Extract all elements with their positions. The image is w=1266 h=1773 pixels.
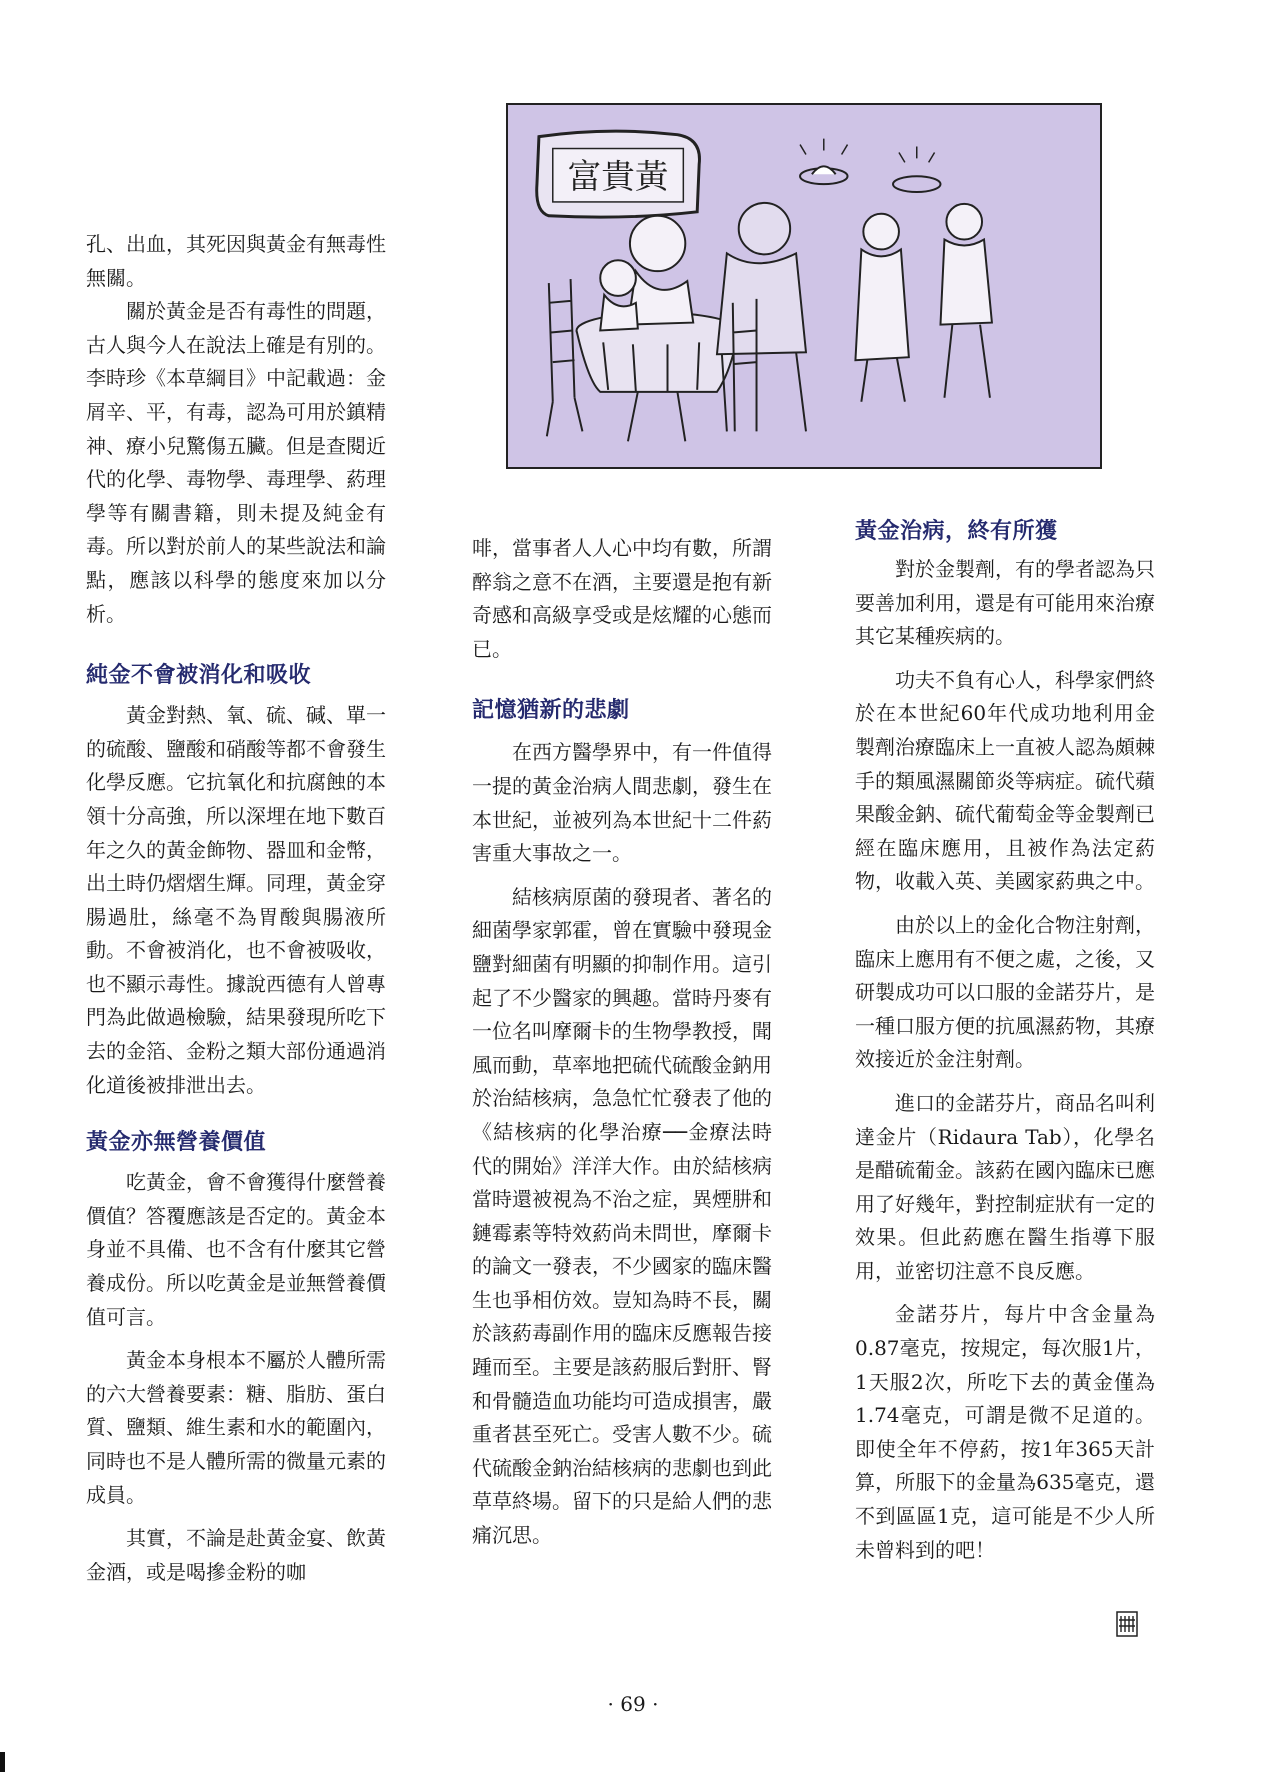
- diner-man: [717, 203, 806, 431]
- paragraph: 由於以上的金化合物注射劑，臨床上應用有不便之處，之後，又研製成功可以口服的金諾芬片，是一種口服方便的抗風濕葯物，其療效接近於金注射劑。: [855, 912, 1155, 1072]
- cartoon-illustration: [506, 103, 1102, 469]
- column-2: [472, 532, 772, 1553]
- waitress: [800, 166, 909, 401]
- sign-text: 富貴黃: [567, 157, 669, 197]
- paragraph: 結核病原菌的發現者、著名的細菌學家郭霍，曾在實驗中發現金鹽對細菌有明顯的抑制作用。這引起了不少醫家的興趣。當時丹麥有一位名叫摩爾卡的生物學教授，聞風而動，草率地把硫代硫酸金鈉用於治結核病，急急忙忙發表了他的《結核病的化學治療──金療法時代的開始》洋洋大作。由於結核病當時還被視為不治之症，異煙肼和鏈霉素等特效葯尚未問世，摩爾卡的論文一發表，不少國家的臨床醫生也爭相仿效。豈知為時不長，關於該葯毒副作用的臨床反應報告接踵而至。主要是該葯服后對肝、腎和骨髓造血功能均可造成損害，嚴重者甚至死亡。受害人數不少。硫代硫酸金鈉治結核病的悲劇也到此草草終場。留下的只是給人們的悲痛沉思。: [472, 884, 772, 1548]
- paragraph: 吃黃金，會不會獲得什麼營養價值？答覆應該是否定的。黃金本身並不具備、也不含有什麼其它營養成份。所以吃黃金是並無營養價值可言。: [86, 1170, 386, 1329]
- paragraph: 關於黃金是否有毒性的問題，古人與今人在說法上確是有別的。李時珍《本草綱目》中記載過：金屑辛、平，有毒，認為可用於鎮精神、療小兒驚傷五臟。但是查閱近代的化學、毒物學、毒理學、葯理學等有關書籍，則未提及純金有毒。所以對於前人的某些說法和論點，應該以科學的態度來加以分析。: [86, 299, 386, 626]
- diner-woman: [628, 216, 693, 325]
- section-heading: 記憶猶新的悲劇: [472, 698, 630, 724]
- paragraph: 啡，當事者人人心中均有數，所謂醉翁之意不在酒，主要還是抱有新奇感和高級享受或是炫耀的心態而已。: [472, 536, 772, 661]
- paragraph: 金諾芬片，每片中含金量為0.87毫克，按規定，每次服1片，1天服2次，所吃下去的黃金僅為1.74毫克，可謂是微不足道的。即使全年不停葯，按1年365天計算，所服下的金量為635毫克，還不到區區1克，這可能是不少人所未曾料到的吧！: [855, 1302, 1155, 1562]
- margin-mark: [0, 1752, 5, 1772]
- sparkle-icon: [800, 139, 935, 163]
- section-heading: 黃金亦無營養價值: [86, 1130, 267, 1156]
- page-number: · 69 ·: [607, 1692, 659, 1716]
- paragraph: 對於金製劑，有的學者認為只要善加利用，還是有可能用來治療其它某種疾病的。: [855, 557, 1155, 649]
- paragraph: 黃金對熱、氧、硫、碱、單一的硫酸、鹽酸和硝酸等都不會發生化學反應。它抗氧化和抗腐蝕的本領十分高強，所以深埋在地下數百年之久的黃金飾物、器皿和金幣，出土時仍熠熠生輝。同理，黃金穿腸過肚，絲毫不為胃酸與腸液所動。不會被消化，也不會被吸收，也不顯示毒性。據說西德有人曾專門為此做過檢驗，結果發現所吃下去的金箔、金粉之類大部份通過消化道後被排泄出去。: [86, 703, 386, 1097]
- end-mark-icon: [1116, 1611, 1138, 1637]
- paragraph: 其實，不論是赴黃金宴、飲黃金酒，或是喝摻金粉的咖: [86, 1526, 386, 1584]
- column-1: [86, 228, 386, 1589]
- waiter: [893, 176, 992, 398]
- paragraph: 進口的金諾芬片，商品名叫利達金片（Ridaura Tab），化學名是醋硫葡金。該葯在國內臨床已應用了好幾年，對控制症狀有一定的效果。但此葯應在醫生指導下服用，並密切注意不良反應。: [855, 1090, 1155, 1283]
- paragraph: 黃金本身根本不屬於人體所需的六大營養要素：糖、脂肪、蛋白質、鹽類、維生素和水的範圍內，同時也不是人體所需的微量元素的成員。: [86, 1348, 386, 1507]
- section-heading: 純金不會被消化和吸收: [86, 663, 312, 689]
- section-heading: 黃金治病，終有所獲: [855, 519, 1058, 544]
- dining-table: [577, 313, 739, 442]
- chair: [547, 279, 583, 436]
- paragraph: 孔、出血，其死因與黃金有無毒性無關。: [86, 232, 386, 290]
- paragraph: 功夫不負有心人，科學家們終於在本世紀60年代成功地利用金製劑治療臨床上一直被人認為頗棘手的類風濕關節炎等病症。硫代蘋果酸金鈉、硫代葡萄金等金製劑已經在臨床應用，且被作為法定葯物，收載入英、美國家葯典之中。: [855, 667, 1155, 894]
- column-3: [855, 515, 1155, 1567]
- framed-sign: [537, 131, 700, 217]
- paragraph: 在西方醫學界中，有一件值得一提的黃金治病人間悲劇，發生在本世紀，並被列為本世紀十二件葯害重大事故之一。: [472, 740, 772, 866]
